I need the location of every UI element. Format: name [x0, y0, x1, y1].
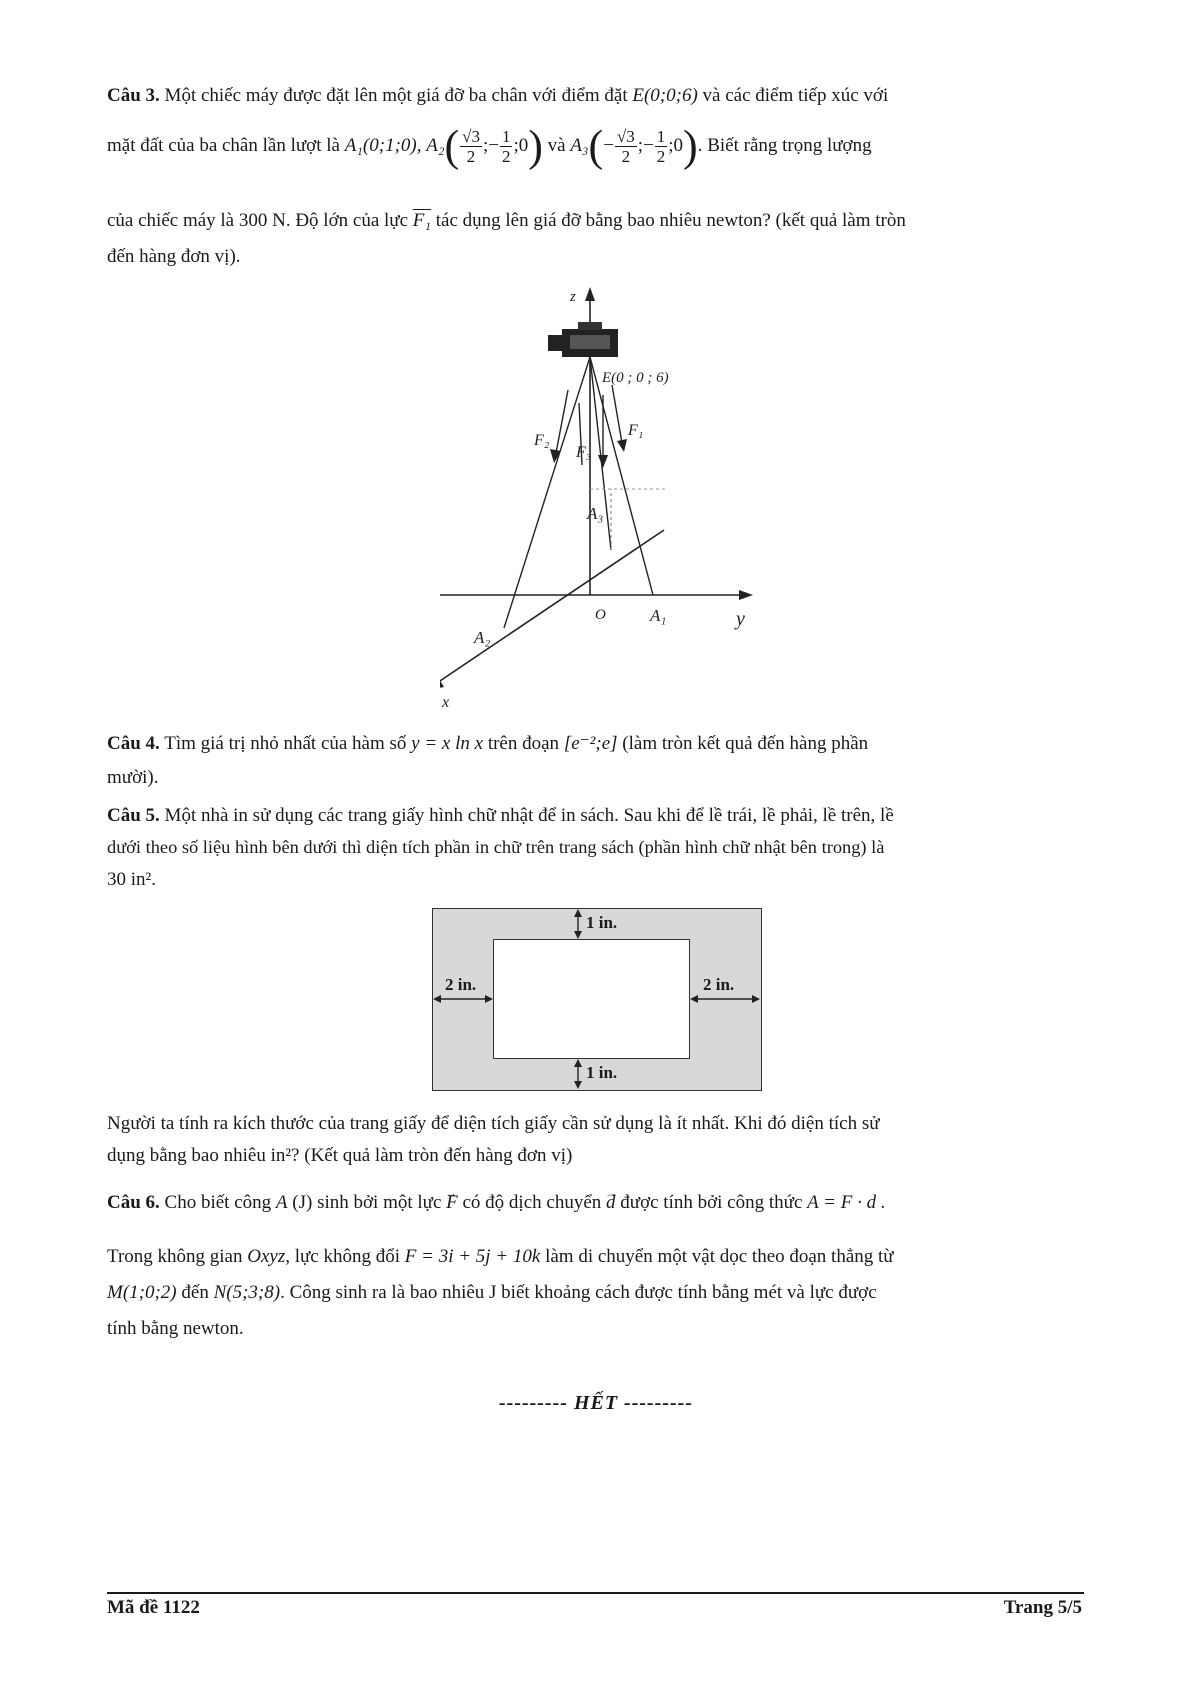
y-axis-arrow — [739, 590, 753, 600]
tripod-figure — [440, 285, 780, 715]
force-f3-label: F₃ — [576, 444, 592, 461]
fraction: $\frac{√3}{2}$ — [462, 127, 480, 167]
right-margin-arrow — [690, 994, 760, 1004]
question-4-line-2: mười). — [107, 767, 159, 788]
footer-divider — [107, 1592, 1084, 1594]
right-margin-label: 2 in. — [703, 975, 735, 994]
point-a1-label: A₁ — [650, 606, 667, 625]
question-3-line-4: đến hàng đơn vị). — [107, 246, 241, 267]
question-3-line-2: mặt đất của ba chân lần lượt là A₁(0;1;0), A₂( $\frac{√3}{2}$ ;− $\frac{1}{2}$ ;0) và A₃(− $\frac{√3}{2}$ ;− $\frac{1}{2}$ ;0). Biết rằng trọng lượng — [107, 121, 872, 171]
fraction: $\frac{1}{2}$ — [656, 127, 666, 167]
force-f2-arrow — [550, 449, 561, 463]
function-expression: y = x ln x — [411, 733, 484, 754]
point-n: N(5;3;8) — [213, 1282, 281, 1303]
x-axis-label: x — [442, 694, 450, 711]
leg-a2 — [504, 357, 590, 628]
point-e: E(0;0;6) — [632, 85, 698, 106]
fraction: $\frac{1}{2}$ — [501, 127, 511, 167]
question-5-line-1: Câu 5. Một nhà in sử dụng các trang giấy hình chữ nhật để in sách. Sau khi để lề trái, lề phải, lề trên, lề — [107, 805, 894, 826]
point-e-label: E(0 ; 0 ; 6) — [602, 370, 669, 386]
left-margin-label: 2 in. — [445, 975, 477, 994]
top-margin-arrow — [573, 909, 583, 939]
force-f3-arrow — [598, 455, 608, 468]
question-6-line-3: M(1;0;2) đến N(5;3;8). Công sinh ra là bao nhiêu J biết khoảng cách được tính bằng mét và lực được — [107, 1282, 877, 1303]
force-expression: F = 3i + 5j + 10k — [404, 1246, 541, 1267]
question-3-line-3: của chiếc máy là 300 N. Độ lớn của lực F₁ tác dụng lên giá đỡ bằng bao nhiêu newton? (kết quả làm tròn — [107, 210, 906, 231]
question-6-line-2: Trong không gian Oxyz, lực không đổi F = 3i + 5j + 10k làm di chuyển một vật dọc theo đoạn thẳng từ — [107, 1246, 894, 1267]
inner-print-area — [493, 939, 690, 1059]
exam-code: Mã đề 1122 — [107, 1597, 200, 1618]
question-6-line-1: Câu 6. Cho biết công A (J) sinh bởi một lực → F có độ dịch chuyển → d được tính bởi công thức A = F · d . — [107, 1187, 1087, 1218]
force-f1-arrow — [617, 439, 627, 452]
question-6-line-4: tính bằng newton. — [107, 1318, 244, 1339]
page-number: Trang 5/5 — [1003, 1597, 1082, 1618]
question-5-after-line-2: dụng bằng bao nhiêu in²? (Kết quả làm tròn đến hàng đơn vị) — [107, 1145, 573, 1166]
z-axis-label: z — [570, 289, 576, 305]
end-mark: --------- HẾT --------- — [499, 1392, 693, 1414]
question-5-label: Câu 5. — [107, 805, 160, 826]
question-5-line-2: dưới theo số liệu hình bên dưới thì diện tích phần in chữ trên trang sách (phần hình chữ nhật bên trong) là — [107, 837, 885, 857]
question-3-label: Câu 3. — [107, 85, 160, 106]
z-axis-arrow — [585, 287, 595, 301]
force-f1-label: F₁ — [628, 422, 644, 439]
page-margin-figure — [432, 908, 762, 1091]
bottom-margin-arrow — [573, 1059, 583, 1089]
question-4-line-1: Câu 4. Tìm giá trị nhỏ nhất của hàm số y = x ln x trên đoạn [e⁻²;e] (làm tròn kết quả đến hàng phần — [107, 733, 869, 754]
point-a2: A₂ — [426, 135, 445, 156]
x-axis — [440, 530, 667, 685]
question-6-label: Câu 6. — [107, 1192, 160, 1213]
point-a3: A₃ — [570, 135, 589, 156]
left-margin-arrow — [433, 994, 493, 1004]
work-formula: A = F · d . — [807, 1192, 886, 1213]
question-5-line-3: 30 in². — [107, 869, 156, 890]
point-a2-label: A₂ — [474, 628, 491, 647]
question-4-label: Câu 4. — [107, 733, 160, 754]
question-3-line-1: Câu 3. Một chiếc máy được đặt lên một giá đỡ ba chân với điểm đặt E(0;0;6) và các điểm tiếp xúc với — [107, 85, 889, 106]
fraction: $\frac{√3}{2}$ — [616, 127, 635, 167]
y-axis-label: y — [736, 608, 745, 630]
interval: [e⁻²;e] — [563, 733, 618, 754]
force-f1: F₁ — [412, 210, 431, 231]
point-m: M(1;0;2) — [107, 1282, 177, 1303]
force-f2-label: F₂ — [534, 432, 550, 449]
origin-label: O — [595, 607, 606, 623]
question-5-after-line-1: Người ta tính ra kích thước của trang giấy để diện tích giấy cần sử dụng là ít nhất. Khi đó diện tích sử — [107, 1113, 880, 1134]
vector-d: → d — [606, 1192, 616, 1213]
point-a1: A₁(0;1;0), — [344, 135, 422, 156]
top-margin-label: 1 in. — [586, 913, 618, 932]
bottom-margin-label: 1 in. — [586, 1063, 618, 1082]
vector-f: → F — [446, 1192, 458, 1213]
point-a3-label: A₃ — [587, 504, 604, 523]
